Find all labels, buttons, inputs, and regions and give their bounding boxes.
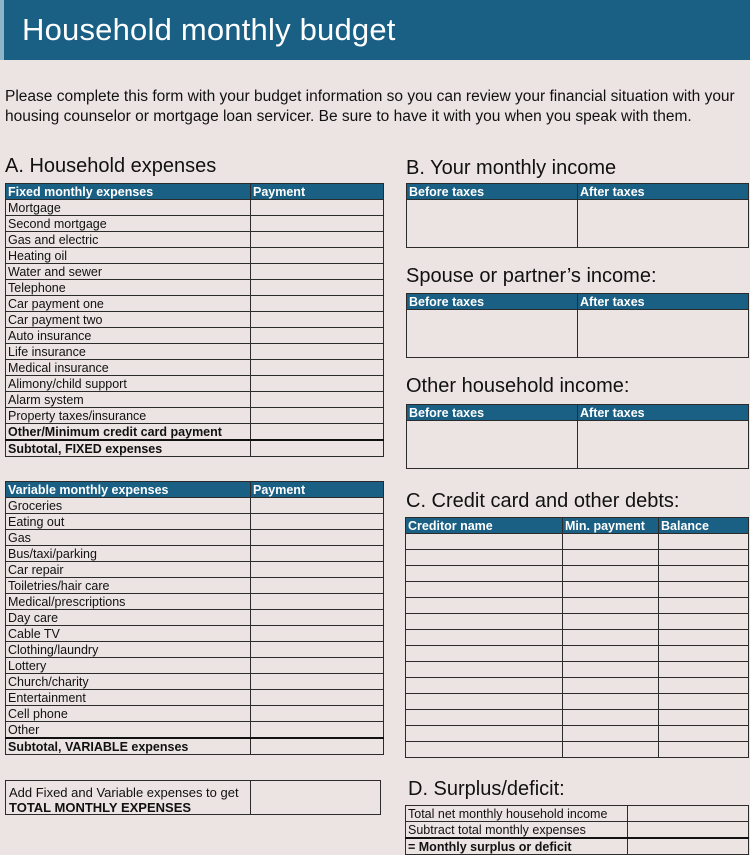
fixed-expenses-table	[5, 183, 384, 457]
surplus-row-income-label: Total net monthly household income	[406, 806, 628, 822]
fixed-credit-card-label: Other/Minimum credit card payment	[6, 424, 251, 441]
fixed-expense-label: Alimony/child support	[6, 376, 251, 392]
variable-expense-payment-field[interactable]	[251, 626, 384, 642]
fixed-expense-payment-field[interactable]	[251, 312, 384, 328]
variable-subtotal-label: Subtotal, VARIABLE expenses	[6, 738, 251, 755]
debt-balance-field[interactable]	[659, 678, 749, 694]
debt-min-payment-field[interactable]	[563, 726, 659, 742]
variable-expense-payment-field[interactable]	[251, 562, 384, 578]
title-banner	[0, 0, 750, 60]
fixed-expense-label: Heating oil	[6, 248, 251, 264]
table-row	[6, 514, 384, 530]
fixed-expense-label: Mortgage	[6, 200, 251, 216]
variable-expense-label: Day care	[6, 610, 251, 626]
table-row	[6, 408, 384, 424]
debt-balance-field[interactable]	[659, 662, 749, 678]
debts-balance-header: Balance	[659, 518, 749, 534]
variable-expense-label: Toiletries/hair care	[6, 578, 251, 594]
fixed-header-label: Fixed monthly expenses	[6, 184, 251, 200]
table-row	[6, 216, 384, 232]
section-a-title: A. Household expenses	[5, 155, 217, 177]
fixed-expense-payment-field[interactable]	[251, 296, 384, 312]
variable-expense-payment-field[interactable]	[251, 690, 384, 706]
spouse-income-table	[406, 293, 749, 358]
table-row	[6, 296, 384, 312]
table-row	[6, 424, 384, 441]
debt-min-payment-field[interactable]	[563, 550, 659, 566]
table-row	[406, 726, 749, 742]
variable-expense-payment-field[interactable]	[251, 530, 384, 546]
page-title: Household monthly budget	[22, 12, 396, 47]
debt-creditor-field[interactable]	[406, 614, 563, 630]
other-before-header: Before taxes	[407, 405, 578, 421]
table-row	[6, 706, 384, 722]
section-b-title: B. Your monthly income	[406, 157, 617, 179]
table-row	[6, 440, 384, 457]
fixed-expense-payment-field[interactable]	[251, 408, 384, 424]
debt-balance-field[interactable]	[659, 566, 749, 582]
fixed-expense-payment-field[interactable]	[251, 376, 384, 392]
fixed-expense-payment-field[interactable]	[251, 216, 384, 232]
variable-expense-label: Car repair	[6, 562, 251, 578]
fixed-expense-label: Gas and electric	[6, 232, 251, 248]
variable-expense-label: Gas	[6, 530, 251, 546]
table-row	[6, 610, 384, 626]
fixed-expense-label: Telephone	[6, 280, 251, 296]
table-row	[6, 498, 384, 514]
debt-min-payment-field[interactable]	[563, 646, 659, 662]
debt-balance-field[interactable]	[659, 550, 749, 566]
debt-creditor-field[interactable]	[406, 694, 563, 710]
fixed-credit-card-payment-field[interactable]	[251, 424, 384, 441]
spouse-after-field[interactable]	[578, 310, 749, 358]
table-row	[6, 530, 384, 546]
table-row	[6, 690, 384, 706]
fixed-expense-payment-field[interactable]	[251, 232, 384, 248]
fixed-expense-payment-field[interactable]	[251, 200, 384, 216]
debt-creditor-field[interactable]	[406, 598, 563, 614]
debt-min-payment-field[interactable]	[563, 678, 659, 694]
variable-expense-label: Church/charity	[6, 674, 251, 690]
debt-min-payment-field[interactable]	[563, 742, 659, 758]
fixed-expense-label: Medical insurance	[6, 360, 251, 376]
other-income-table	[406, 404, 749, 469]
fixed-expense-label: Auto insurance	[6, 328, 251, 344]
debt-min-payment-field[interactable]	[563, 710, 659, 726]
debt-creditor-field[interactable]	[406, 566, 563, 582]
variable-expense-payment-field[interactable]	[251, 706, 384, 722]
table-row	[6, 642, 384, 658]
table-row	[406, 710, 749, 726]
fixed-expense-payment-field[interactable]	[251, 280, 384, 296]
total-line2: TOTAL MONTHLY EXPENSES	[9, 800, 192, 815]
table-row	[6, 722, 384, 739]
variable-header-label: Variable monthly expenses	[6, 482, 251, 498]
table-row	[6, 578, 384, 594]
your-income-after-field[interactable]	[578, 200, 749, 248]
fixed-subtotal-label: Subtotal, FIXED expenses	[6, 440, 251, 457]
other-income-title: Other household income:	[406, 375, 630, 397]
debt-balance-field[interactable]	[659, 582, 749, 598]
variable-subtotal-field[interactable]	[251, 738, 384, 755]
fixed-expense-payment-field[interactable]	[251, 360, 384, 376]
table-row	[6, 626, 384, 642]
total-monthly-expenses-box	[5, 780, 381, 815]
debt-balance-field[interactable]	[659, 534, 749, 550]
table-row	[6, 546, 384, 562]
variable-expense-payment-field[interactable]	[251, 498, 384, 514]
debt-min-payment-field[interactable]	[563, 614, 659, 630]
table-row	[406, 566, 749, 582]
section-c-title: C. Credit card and other debts:	[406, 490, 680, 512]
variable-expense-payment-field[interactable]	[251, 594, 384, 610]
variable-expense-label: Clothing/laundry	[6, 642, 251, 658]
debt-balance-field[interactable]	[659, 630, 749, 646]
total-line1: Add Fixed and Variable expenses to get	[9, 785, 239, 800]
table-row	[6, 232, 384, 248]
debt-min-payment-field[interactable]	[563, 598, 659, 614]
table-row	[406, 534, 749, 550]
debt-creditor-field[interactable]	[406, 550, 563, 566]
debt-min-payment-field[interactable]	[563, 582, 659, 598]
table-row	[406, 678, 749, 694]
variable-expense-label: Eating out	[6, 514, 251, 530]
your-income-table	[406, 183, 749, 248]
variable-expense-payment-field[interactable]	[251, 658, 384, 674]
debt-creditor-field[interactable]	[406, 534, 563, 550]
variable-expense-label: Medical/prescriptions	[6, 594, 251, 610]
debt-min-payment-field[interactable]	[563, 694, 659, 710]
debts-min-header: Min. payment	[563, 518, 659, 534]
debts-creditor-header: Creditor name	[406, 518, 563, 534]
table-row	[406, 694, 749, 710]
debt-balance-field[interactable]	[659, 710, 749, 726]
table-row	[6, 344, 384, 360]
table-row	[406, 646, 749, 662]
fixed-expense-payment-field[interactable]	[251, 264, 384, 280]
debt-creditor-field[interactable]	[406, 582, 563, 598]
debt-balance-field[interactable]	[659, 614, 749, 630]
debt-min-payment-field[interactable]	[563, 566, 659, 582]
variable-header-payment: Payment	[251, 482, 384, 498]
table-row	[6, 248, 384, 264]
table-row	[406, 630, 749, 646]
variable-expense-label: Other	[6, 722, 251, 739]
surplus-row-expenses-label: Subtract total monthly expenses	[406, 822, 628, 839]
debt-creditor-field[interactable]	[406, 646, 563, 662]
table-row	[6, 264, 384, 280]
fixed-subtotal-field[interactable]	[251, 440, 384, 457]
debt-min-payment-field[interactable]	[563, 662, 659, 678]
variable-expense-label: Lottery	[6, 658, 251, 674]
variable-expense-label: Cell phone	[6, 706, 251, 722]
surplus-row-expenses-field[interactable]	[628, 822, 749, 839]
table-row	[6, 328, 384, 344]
table-row	[6, 376, 384, 392]
debt-balance-field[interactable]	[659, 694, 749, 710]
table-row	[6, 312, 384, 328]
fixed-expense-label: Alarm system	[6, 392, 251, 408]
variable-expense-label: Bus/taxi/parking	[6, 546, 251, 562]
debt-creditor-field[interactable]	[406, 726, 563, 742]
other-before-field[interactable]	[407, 421, 578, 469]
total-value-field[interactable]	[250, 781, 251, 814]
your-income-before-header: Before taxes	[407, 184, 578, 200]
debt-balance-field[interactable]	[659, 598, 749, 614]
variable-expense-payment-field[interactable]	[251, 722, 384, 739]
table-row	[6, 658, 384, 674]
spouse-income-title: Spouse or partner’s income:	[406, 265, 657, 287]
table-row	[6, 562, 384, 578]
spouse-before-field[interactable]	[407, 310, 578, 358]
intro-text: Please complete this form with your budget information so you can review your financial situation with your housing counselor or mortgage loan servicer. Be sure to have it with you when you speak with them.	[5, 88, 735, 125]
variable-expense-label: Cable TV	[6, 626, 251, 642]
table-row	[406, 550, 749, 566]
variable-expense-payment-field[interactable]	[251, 610, 384, 626]
debt-creditor-field[interactable]	[406, 742, 563, 758]
other-after-field[interactable]	[578, 421, 749, 469]
debt-min-payment-field[interactable]	[563, 534, 659, 550]
table-row	[406, 582, 749, 598]
table-row	[6, 594, 384, 610]
fixed-expense-payment-field[interactable]	[251, 248, 384, 264]
other-after-header: After taxes	[578, 405, 749, 421]
fixed-expense-label: Property taxes/insurance	[6, 408, 251, 424]
variable-expenses-table	[5, 481, 384, 755]
table-row	[406, 742, 749, 758]
spouse-before-header: Before taxes	[407, 294, 578, 310]
table-row	[6, 360, 384, 376]
variable-expense-payment-field[interactable]	[251, 546, 384, 562]
debt-min-payment-field[interactable]	[563, 630, 659, 646]
table-row	[6, 674, 384, 690]
table-row	[6, 280, 384, 296]
fixed-expense-payment-field[interactable]	[251, 392, 384, 408]
table-row	[406, 662, 749, 678]
debt-creditor-field[interactable]	[406, 662, 563, 678]
fixed-expense-label: Life insurance	[6, 344, 251, 360]
spouse-after-header: After taxes	[578, 294, 749, 310]
table-row	[406, 614, 749, 630]
variable-expense-payment-field[interactable]	[251, 674, 384, 690]
debt-balance-field[interactable]	[659, 646, 749, 662]
debt-creditor-field[interactable]	[406, 710, 563, 726]
fixed-expense-label: Second mortgage	[6, 216, 251, 232]
your-income-after-header: After taxes	[578, 184, 749, 200]
section-d-title: D. Surplus/deficit:	[408, 778, 565, 800]
fixed-expense-payment-field[interactable]	[251, 328, 384, 344]
surplus-row-income-field[interactable]	[628, 806, 749, 822]
debt-creditor-field[interactable]	[406, 630, 563, 646]
fixed-expense-label: Car payment two	[6, 312, 251, 328]
table-row	[6, 738, 384, 755]
surplus-table	[405, 805, 749, 855]
variable-expense-payment-field[interactable]	[251, 578, 384, 594]
fixed-expense-label: Car payment one	[6, 296, 251, 312]
fixed-expense-payment-field[interactable]	[251, 344, 384, 360]
table-row	[6, 200, 384, 216]
your-income-before-field[interactable]	[407, 200, 578, 248]
debts-table	[405, 517, 749, 758]
table-row	[406, 598, 749, 614]
table-row	[6, 392, 384, 408]
debt-creditor-field[interactable]	[406, 678, 563, 694]
variable-expense-payment-field[interactable]	[251, 642, 384, 658]
variable-expense-payment-field[interactable]	[251, 514, 384, 530]
variable-expense-label: Groceries	[6, 498, 251, 514]
fixed-expense-label: Water and sewer	[6, 264, 251, 280]
surplus-row-result-field[interactable]	[628, 838, 749, 855]
variable-expense-label: Entertainment	[6, 690, 251, 706]
surplus-row-result-label: = Monthly surplus or deficit	[406, 838, 628, 855]
debt-balance-field[interactable]	[659, 742, 749, 758]
debt-balance-field[interactable]	[659, 726, 749, 742]
fixed-header-payment: Payment	[251, 184, 384, 200]
